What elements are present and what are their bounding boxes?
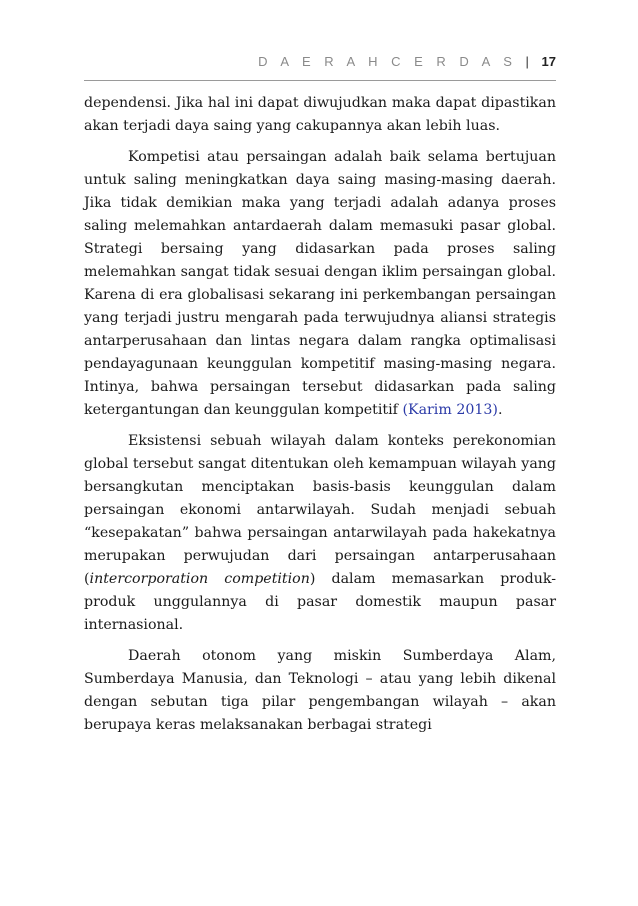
- citation-link[interactable]: (Karim 2013): [402, 402, 498, 418]
- italic-term: intercorporation competition: [89, 571, 310, 587]
- page-number: 17: [541, 54, 556, 69]
- header-rule: [84, 80, 556, 81]
- paragraph-4: Daerah otonom yang miskin Sumberdaya Alam, Sumberdaya Manusia, dan Teknologi – atau yang lebih dikenal dengan sebutan tiga pilar pengembangan wilayah – akan berupaya keras melaksanakan berbagai strategi: [84, 648, 556, 733]
- paragraph-2-text: Kompetisi atau persaingan adalah baik selama bertujuan untuk saling meningkatkan daya saing masing-masing daerah. Jika tidak demikian maka yang terjadi adalah adanya proses saling melemahkan antardaerah dalam memasuki pasar global. Strategi bersaing yang didasarkan pada proses saling melemahkan sangat tidak sesuai dengan iklim persaingan global. Karena di era globalisasi sekarang ini perkembangan persaingan yang terjadi justru mengarah pada terwujudnya aliansi strategis antarperusahaan dan lintas negara dalam rangka optimalisasi pendayagunaan keunggulan kompetitif masing-masing negara. Intinya, bahwa persaingan tersebut didasarkan pada saling ketergantungan dan keunggulan kompetitif: [84, 149, 556, 418]
- paragraph-1: dependensi. Jika hal ini dapat diwujudkan maka dapat dipastikan akan terjadi daya saing yang cakupannya akan lebih luas.: [84, 95, 556, 134]
- body-text: [84, 92, 556, 745]
- paragraph-2: [84, 146, 556, 422]
- header-title: D A E R A H C E R D A S: [258, 54, 517, 69]
- paragraph-2-end: .: [497, 402, 503, 418]
- paragraph-3: [84, 430, 556, 637]
- paragraph-3-text: Eksistensi sebuah wilayah dalam konteks perekonomian global tersebut sangat ditentukan oleh kemampuan wilayah yang bersangkutan menciptakan basis-basis keunggulan dalam persaingan ekonomi antarwilayah. Sudah menjadi sebuah “kesepakatan” bahwa persaingan antarwilayah pada hakekatnya merupakan perwujudan dari persaingan antarperusahaan (: [84, 433, 556, 587]
- running-header: [258, 54, 556, 69]
- header-separator: |: [525, 54, 529, 69]
- paragraph-3-tail: ) dalam memasarkan produk-produk unggulannya di pasar domestik maupun pasar internasional.: [84, 571, 556, 633]
